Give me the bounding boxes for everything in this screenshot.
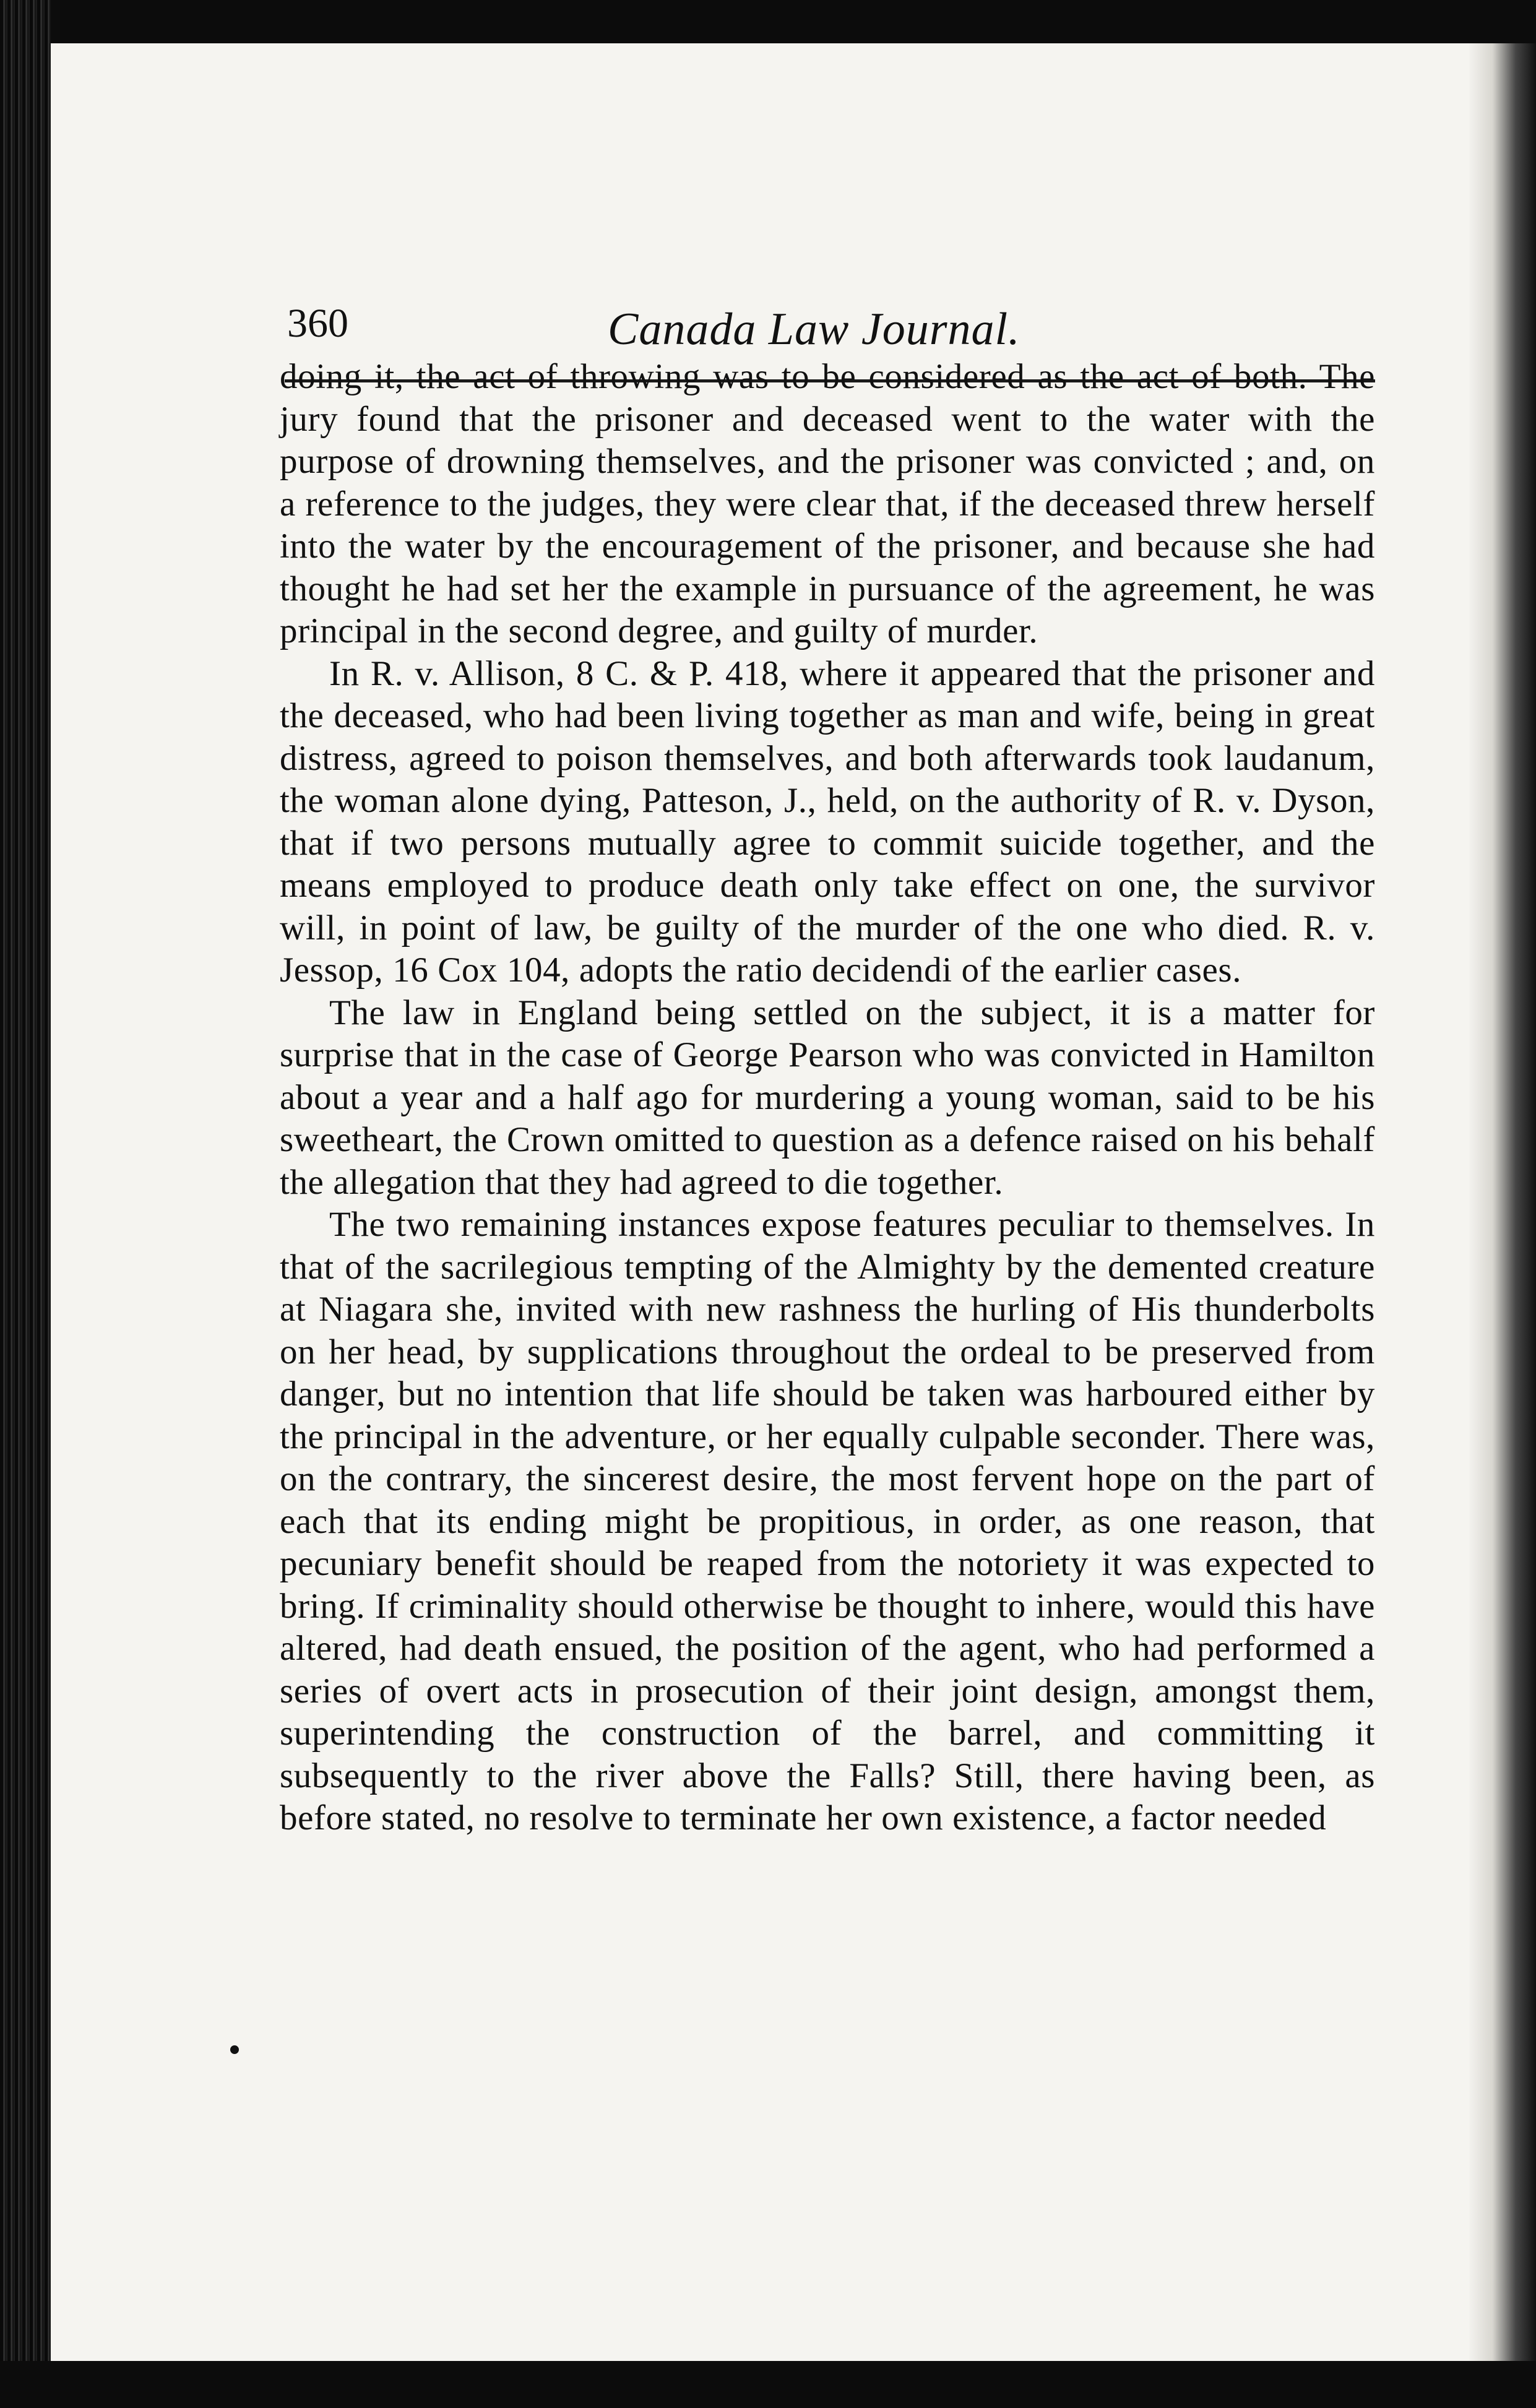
page-edge-shadow <box>1469 43 1536 2361</box>
paragraph-1: doing it, the act of throwing was to be considered as the act of both. The jury found that the prisoner and deceased went to the water with the purpose of drowning themselves, and the prisoner was convicted ; and, on a reference to the judges, they were clear that, if the deceased threw herself into the water by the encouragement of the prisoner, and because she had thought he had set her the example in pursuance of the agreement, he was principal in the second degree, and guilty of murder. <box>280 357 1375 650</box>
book-page <box>51 43 1469 2361</box>
scan-border-bottom <box>0 2361 1536 2408</box>
running-title: Canada Law Journal. <box>608 304 1020 355</box>
paragraph-4: The two remaining instances expose features peculiar to themselves. In that of the sacrilegious tempting of the Almighty by the demented creature at Niagara she, invited with new rashness the hurling of His thunderbolts on her head, by supplications throughout the ordeal to be preserved from danger, but no intention that life should be taken was harboured either by the principal in the adventure, or her equally culpable seconder. There was, on the contrary, the sincerest desire, the most fervent hope on the part of each that its ending might be propitious, in order, as one reason, that pecuniary benefit should be reaped from the notoriety it was expected to bring. If criminality should otherwise be thought to inhere, would this have altered, had death ensued, the position of the agent, who had performed a series of overt acts in prosecution of their joint design, amongst them, superintending the construction of the barrel, and committing it subsequently to the river above the Falls? Still, there having been, as before stated, no resolve to terminate her own existence, a factor needed <box>280 1205 1375 1837</box>
paragraph-2: In R. v. Allison, 8 C. & P. 418, where it appeared that the prisoner and the deceased, who had been living together as man and wife, being in great distress, agreed to poison themselves, and both afterwards took laudanum, the woman alone dying, Patteson, J., held, on the authority of R. v. Dyson, that if two persons mutually agree to commit suicide together, and the means employed to produce death only take effect on one, the survivor will, in point of law, be guilty of the murder of the one who died. R. v. Jessop, 16 Cox 104, adopts the ratio decidendi of the earlier cases. <box>280 654 1375 990</box>
scan-border-top <box>0 0 1536 43</box>
ink-mark <box>230 2045 239 2054</box>
paragraph-3: The law in England being settled on the subject, it is a matter for surprise that in the case of George Pearson who was convicted in Hamilton about a year and a half ago for murdering a young woman, said to be his sweetheart, the Crown omitted to question as a defence raised on his behalf the allegation that they had agreed to die together. <box>280 993 1375 1202</box>
page-number: 360 <box>287 301 348 346</box>
book-binding-edge <box>0 0 51 2408</box>
body-text <box>280 356 1375 1840</box>
page-header <box>51 244 1469 368</box>
